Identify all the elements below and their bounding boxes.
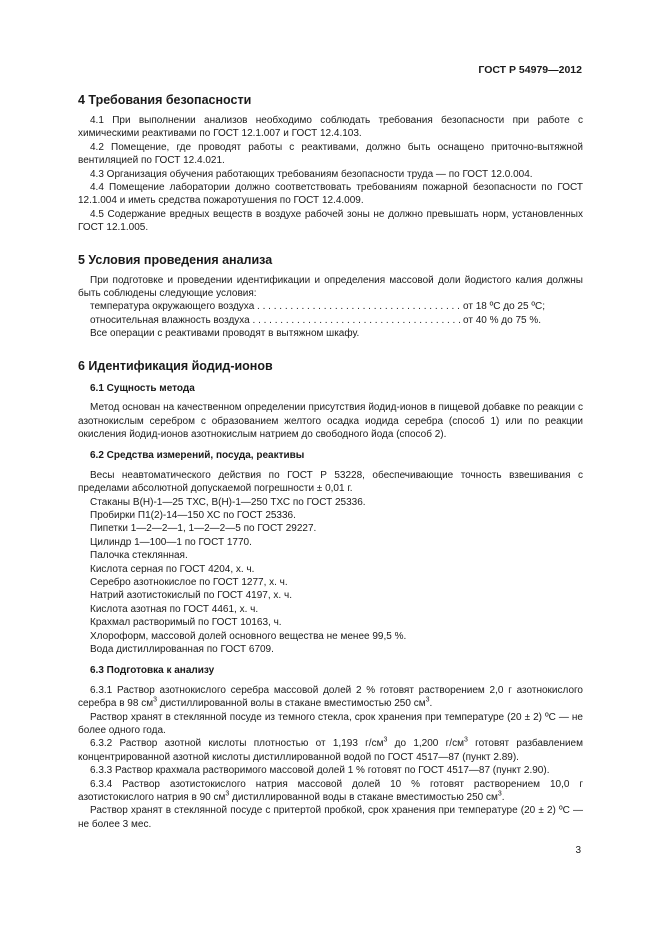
para-4-4: 4.4 Помещение лаборатории должно соответствовать требованиям пожарной безопасности по ГОСТ 12.1.004 и иметь средства пожаротушения по ГОСТ 12.4.009. bbox=[78, 182, 583, 207]
list-item: Весы неавтоматического действия по ГОСТ Р 53228, обеспечивающие точность взвешивания с пределами абсолютной допускаемой погрешности ± 0,01 г. bbox=[78, 469, 583, 495]
subsection-6-3-title: 6.3 Подготовка к анализу bbox=[90, 665, 215, 677]
temperature-label: температура окружающего воздуха . . . bbox=[90, 300, 460, 313]
list-item: Вода дистиллированная по ГОСТ 6709. bbox=[90, 644, 274, 655]
para-5-intro: При подготовке и проведении идентификации и определения массовой доли йодистого калия должны быть соблюдены следующие условия: bbox=[78, 274, 583, 300]
section-5-title: 5 Условия проведения анализа bbox=[78, 252, 273, 267]
condition-humidity bbox=[78, 314, 583, 327]
page-number: 3 bbox=[575, 845, 581, 856]
list-item: Крахмал растворимый по ГОСТ 10163, ч. bbox=[90, 617, 282, 629]
equipment-list bbox=[78, 469, 583, 657]
subsection-6-1-title: 6.1 Сущность метода bbox=[90, 382, 195, 394]
para-6-1: Метод основан на качественном определении присутствия йодид-ионов в пищевой добавке по реакции с азотнокислым серебром с образованием желтого осадка иодида серебра (способ 1) или по реакции окисления йодид-ионов азотнокислым натрием до свободного йода (способ 2). bbox=[78, 402, 583, 440]
para-6-3-4: 6.3.4 Раствор азотистокислого натрия массовой долей 10 % готовят растворением 10,0 г азотистокислого натрия в 90 $см^3$ дистиллированной воды в стакане вместимостью 250 $см^3$. bbox=[78, 778, 583, 804]
para-4-3: 4.3 Организация обучения работающих требованиям безопасности труда — по ГОСТ 12.0.004. bbox=[90, 168, 533, 180]
list-item: Палочка стеклянная. bbox=[90, 550, 188, 562]
para-6-3-4-storage: Раствор хранят в стеклянной посуде с притертой пробкой, срок хранения при температуре (20 ± 2) ºС — не более 3 мес. bbox=[78, 805, 583, 830]
document-id: ГОСТ Р 54979—2012 bbox=[478, 64, 582, 76]
list-item: Кислота серная по ГОСТ 4204, х. ч. bbox=[90, 563, 255, 575]
list-item: Пипетки 1—2—2—1, 1—2—2—5 по ГОСТ 29227. bbox=[90, 523, 317, 535]
list-item: Хлороформ, массовой долей основного вещества не менее 99,5 %. bbox=[90, 630, 407, 642]
para-6-3-2: 6.3.2 Раствор азотной кислоты плотностью от 1,193 $г/см^3$ до 1,200 $г/см^3$ готовят разбавлением концентрированной азотной кислоты дистиллированной водой по ГОСТ 4517—87 (пункт 2.89). bbox=[78, 737, 583, 763]
list-item: Кислота азотная по ГОСТ 4461, х. ч. bbox=[90, 603, 259, 615]
para-6-3-1-storage: Раствор хранят в стеклянной посуде из темного стекла, срок хранения при температуре (20 ± 2) ºС — не более одного года. bbox=[78, 711, 583, 737]
section-4-title: 4 Требования безопасности bbox=[78, 93, 252, 107]
list-item: Цилиндр 1—100—1 по ГОСТ 1770. bbox=[90, 536, 252, 548]
condition-temperature bbox=[78, 300, 583, 313]
list-item: Пробирки П1(2)-14—150 ХС по ГОСТ 25336. bbox=[90, 509, 296, 521]
para-4-1: 4.1 При выполнении анализов необходимо соблюдать требования безопасности при работе с химическими реактивами по ГОСТ 12.1.007 и ГОСТ 12.4.103. bbox=[78, 115, 583, 140]
list-item: Стаканы В(Н)-1—25 ТХС, В(Н)-1—250 ТХС по ГОСТ 25336. bbox=[90, 496, 366, 508]
humidity-label: относительная влажность воздуха . . . bbox=[90, 314, 460, 327]
list-item: Натрий азотистокислый по ГОСТ 4197, х. ч. bbox=[90, 590, 292, 602]
para-4-5: 4.5 Содержание вредных веществ в воздухе рабочей зоны не должно превышать норм, установленных ГОСТ 12.1.005. bbox=[78, 208, 583, 234]
para-5-note: Все операции с реактивами проводят в вытяжном шкафу. bbox=[90, 328, 360, 340]
humidity-value: от 40 % до 75 %. bbox=[463, 314, 542, 326]
temperature-value: от 18 ºС до 25 ºС; bbox=[463, 301, 545, 313]
para-4-2: 4.2 Помещение, где проводят работы с реактивами, должно быть оснащено приточно-вытяжной вентиляцией по ГОСТ 12.4.021. bbox=[78, 141, 583, 167]
para-6-3-1: 6.3.1 Раствор азотнокислого серебра массовой долей 2 % готовят растворением 2,0 г азотнокислого серебра в 98 $см^3$ дистиллированной волы в стакане вместимостью 250 $см^3$. bbox=[78, 684, 583, 710]
para-6-3-3: 6.3.3 Раствор крахмала растворимого массовой долей 1 % готовят по ГОСТ 4517—87 (пункт 2.90). bbox=[90, 765, 550, 777]
list-item: Серебро азотнокислое по ГОСТ 1277, х. ч. bbox=[90, 576, 288, 588]
subsection-6-2-title: 6.2 Средства измерений, посуда, реактивы bbox=[90, 450, 305, 462]
section-6-title: 6 Идентификация йодид-ионов bbox=[78, 358, 273, 373]
page-content bbox=[78, 92, 583, 831]
